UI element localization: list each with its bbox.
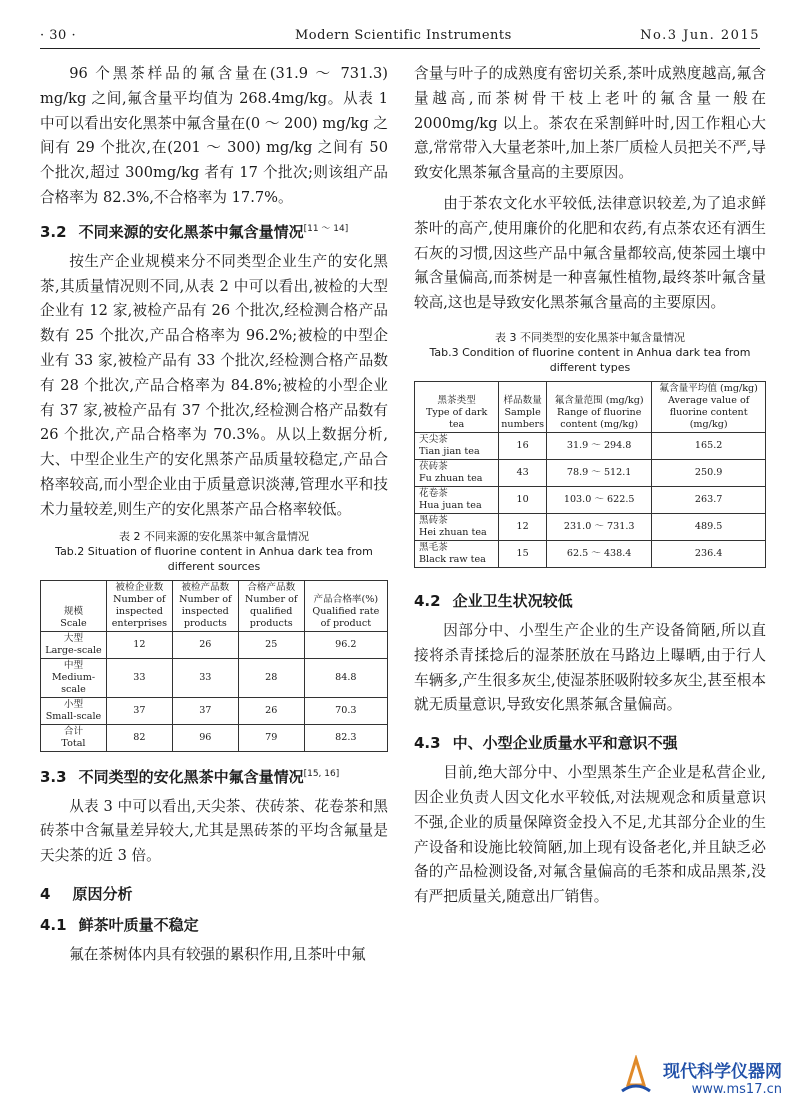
table-row: 天尖茶 Tian jian tea 16 31.9 ～ 294.8 165.2: [415, 432, 766, 459]
journal-name: Modern Scientific Instruments: [295, 28, 512, 43]
section-heading-3-2: 3.2 不同来源的安化黑茶中氟含量情况[11 ～ 14]: [40, 222, 349, 241]
section-heading-4-3: 4.3 中、小型企业质量水平和意识不强: [414, 734, 678, 753]
issue-info: No.3 Jun. 2015: [640, 28, 760, 43]
paragraph: 氟在茶树体内具有较强的累积作用,且茶叶中氟: [69, 945, 366, 963]
table2-caption: 表 2 不同来源的安化黑茶中氟含量情况 Tab.2 Situation of fluorine content in Anhua dark tea from different sources: [55, 529, 373, 573]
paragraph: 目前,绝大部分中、小型黑茶生产企业是私营企业,因企业负责人因文化水平较低,对法规观念和质量意识不强,企业的质量保障资金投入不足,尤其部分企业的生产设备和设施比较简陋,加上现有设备老化,并且缺乏必备的产品检测设备,对氟含量偏高的毛茶和成品黑茶,没有严把质量关,随意出厂销售。: [414, 764, 766, 906]
section-heading-3-3: 3.3 不同类型的安化黑茶中氟含量情况[15, 16]: [40, 767, 340, 786]
table-header-row: 规模 Scale 被检企业数 Number of inspected enterprises 被检产品数 Number of inspected products 合格产品数 Number of qualified products 产品合格率(%) Qualified rate of product: [41, 580, 388, 631]
right-column: [414, 62, 766, 910]
watermark-title: 现代科学仪器网: [663, 1062, 782, 1082]
header-rule: [40, 48, 760, 49]
paragraph: 因部分中、小型生产企业的生产设备简陋,所以直接将杀青揉捻后的湿茶胚放在马路边上曝晒,由于行人车辆多,产生很多灰尘,使湿茶胚吸附较多灰尘,甚至根本就无质量意识,导致安化黑茶氟含量偏高。: [414, 621, 766, 714]
table-row: 黑毛茶 Black raw tea 15 62.5 ～ 438.4 236.4: [415, 540, 766, 567]
section-heading-4: 4 原因分析: [40, 884, 133, 903]
table-row: 大型 Large-scale 12 26 25 96.2: [41, 631, 388, 658]
table-header-row: 黑茶类型 Type of dark tea 样品数量 Sample numbers 氟含量范围 (mg/kg) Range of fluorine content (mg/kg) 氟含量平均值 (mg/kg) Average value of fluorine content (mg/kg): [415, 381, 766, 432]
watermark-logo-icon: [614, 1055, 658, 1099]
paragraph: 含量与叶子的成熟度有密切关系,茶叶成熟度越高,氟含量越高,而茶树骨干枝上老叶的氟含量一般在 2000mg/kg 以上。茶农在采割鲜叶时,因工作粗心大意,常常带入大量老茶叶,加上茶厂质检人员把关不严,导致安化黑茶氟含量高的主要原因。: [414, 65, 766, 182]
table-row: 小型 Small-scale 37 37 26 70.3: [41, 697, 388, 724]
left-column: [40, 62, 388, 968]
watermark-url: www.ms17.cn: [691, 1082, 782, 1097]
page-number: · 30 ·: [40, 28, 77, 43]
table-2: [40, 580, 388, 752]
table-row: 合计 Total 82 96 79 82.3: [41, 724, 388, 751]
paragraph: 按生产企业规模来分不同类型企业生产的安化黑茶,其质量情况则不同,从表 2 中可以看出,被检的大型企业有 12 家,被检产品有 26 个批次,经检测合格产品数有 25 个批次,产品合格率为 96.2%;被检的中型企业有 33 家,被检产品有 33 个批次,经检测合格产品数有 28 个批次,产品合格率为 84.8%;被检的小型企业有 37 家,被检产品有 37 个批次,经检测合格产品数有 26 个批次,产品合格率为 70.3%。从以上数据分析,大、中型企业生产的安化黑茶产品质量较稳定,产品合格率较高,而小型企业由于质量意识淡薄,管理水平和技术力量较差,则生产的安化黑茶产品合格率较低。: [40, 252, 388, 518]
section-heading-4-1: 4.1 鲜茶叶质量不稳定: [40, 915, 199, 934]
table-3: [414, 381, 766, 568]
paragraph: 从表 3 中可以看出,天尖茶、茯砖茶、花卷茶和黑砖茶中含氟量差异较大,尤其是黑砖茶的平均含氟量是天尖茶的近 3 倍。: [40, 797, 388, 865]
table3-caption: 表 3 不同类型的安化黑茶中氟含量情况 Tab.3 Condition of fluorine content in Anhua dark tea from different types: [429, 330, 751, 374]
paragraph: 96 个黑茶样品的氟含量在(31.9 ～ 731.3) mg/kg 之间,氟含量平均值为 268.4mg/kg。从表 1 中可以看出安化黑茶中氟含量在(0 ～ 200) mg/kg 之间有 29 个批次,在(201 ～ 300) mg/kg 之间有 50 个批次,超过 300mg/kg 者有 17 个批次;则该组产品合格率为 82.3%,不合格率为 17.7%。: [40, 65, 388, 206]
table-row: 中型 Medium-scale 33 33 28 84.8: [41, 658, 388, 697]
section-heading-4-2: 4.2 企业卫生状况较低: [414, 591, 573, 610]
table-row: 黑砖茶 Hei zhuan tea 12 231.0 ～ 731.3 489.5: [415, 513, 766, 540]
paragraph: 由于茶农文化水平较低,法律意识较差,为了追求鲜茶叶的高产,使用廉价的化肥和农药,有点茶农还有洒生石灰的习惯,因这些产品中氟含量都较高,使茶园土壤中氟含量偏高,而茶树是一种喜氟性植物,最终茶叶氟含量较高,这也是导致安化黑茶氟含量高的主要原因。: [414, 194, 766, 312]
table-row: 茯砖茶 Fu zhuan tea 43 78.9 ～ 512.1 250.9: [415, 459, 766, 486]
watermark: [663, 1057, 782, 1097]
table-row: 花卷茶 Hua juan tea 10 103.0 ～ 622.5 263.7: [415, 486, 766, 513]
